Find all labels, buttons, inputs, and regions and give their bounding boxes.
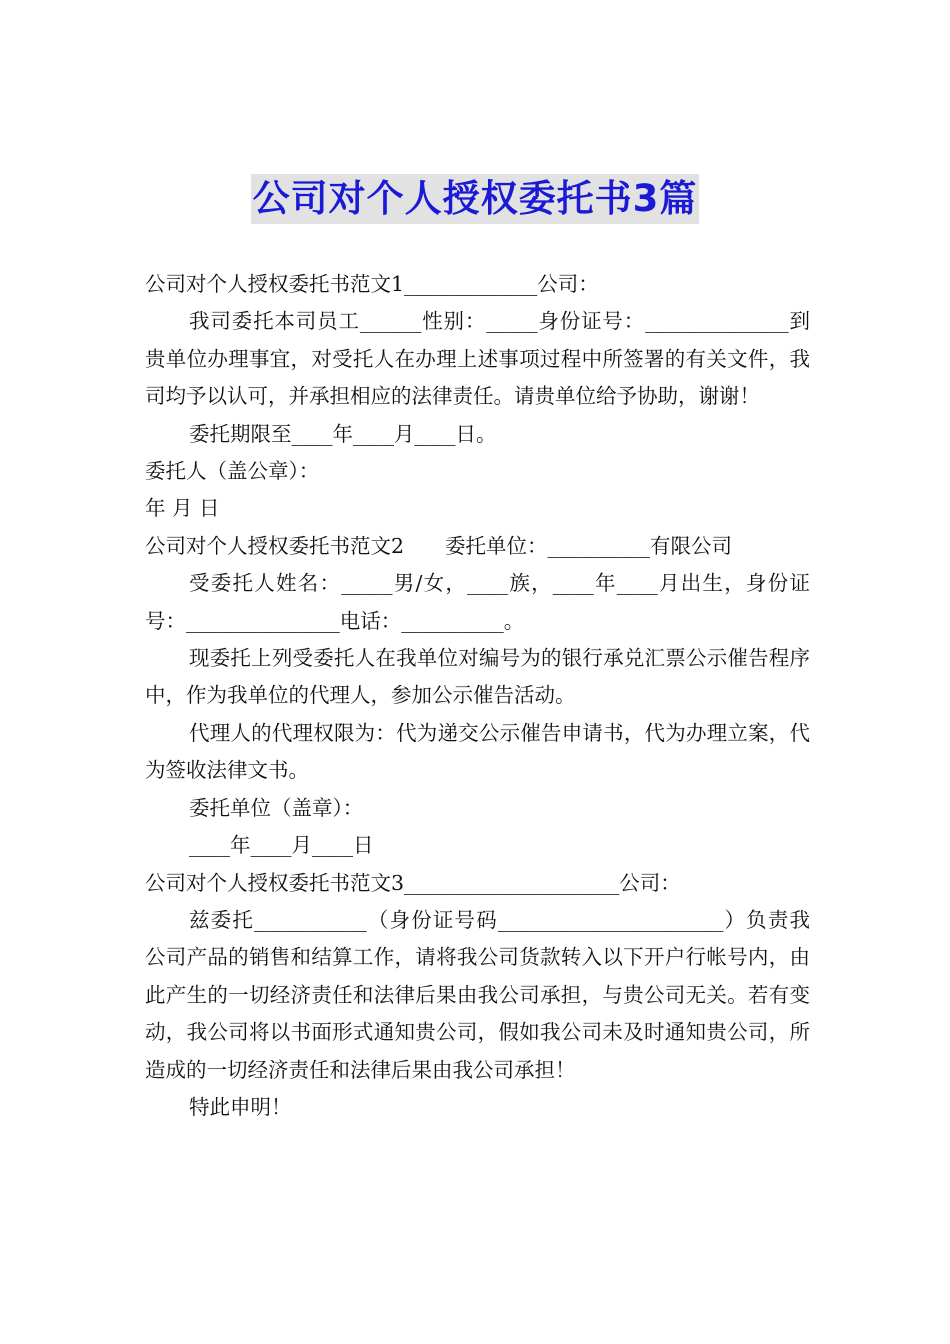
- paragraph-14: 特此申明！: [189, 1094, 292, 1119]
- paragraph-3: 委托期限至____年____月____日。: [189, 421, 497, 446]
- paragraph-13: 兹委托___________（身份证号码______________________）负责我公司产品的销售和结算工作，请将我公司货款转入以下开户行帐号内，由此产生的一切经济责任和法律后果由我公司承担，与贵公司无关。若有变动，我公司将以书面形式通知贵公司，假如我公司未及时通知贵公司，所造成的一切经济责任和法律后果由我公司承担！: [145, 907, 810, 1082]
- paragraph-2: 我司委托本司员工______性别：_____身份证号：______________到贵单位办理事宜，对受托人在办理上述事项过程中所签署的有关文件，我司均予以认可，并承担相应的法律责任。请贵单位给予协助，谢谢！: [145, 309, 810, 409]
- paragraph-5: 年 月 日: [145, 496, 220, 521]
- paragraph-11: ____年____月____日: [189, 833, 374, 858]
- document-body: [145, 266, 810, 1126]
- paragraph-8: 现委托上列受委托人在我单位对编号为的银行承兑汇票公示催告程序中，作为我单位的代理人，参加公示催告活动。: [145, 646, 810, 708]
- paragraph-9: 代理人的代理权限为：代为递交公示催告申请书，代为办理立案，代为签收法律文书。: [145, 720, 810, 783]
- paragraph-6: 公司对个人授权委托书范文2 委托单位：__________有限公司: [145, 533, 733, 558]
- document-title: 公司对个人授权委托书3篇: [251, 174, 700, 224]
- paragraph-4: 委托人（盖公章）：: [145, 459, 320, 484]
- paragraph-12: 公司对个人授权委托书范文3_____________________公司：: [145, 870, 681, 895]
- paragraph-10: 委托单位（盖章）：: [189, 795, 364, 820]
- paragraph-1: 公司对个人授权委托书范文1_____________公司：: [145, 272, 599, 296]
- title-container: [0, 174, 950, 224]
- paragraph-7: 受委托人姓名：_____男/女，____族，____年____月出生，身份证号：_______________电话：__________。: [145, 571, 810, 633]
